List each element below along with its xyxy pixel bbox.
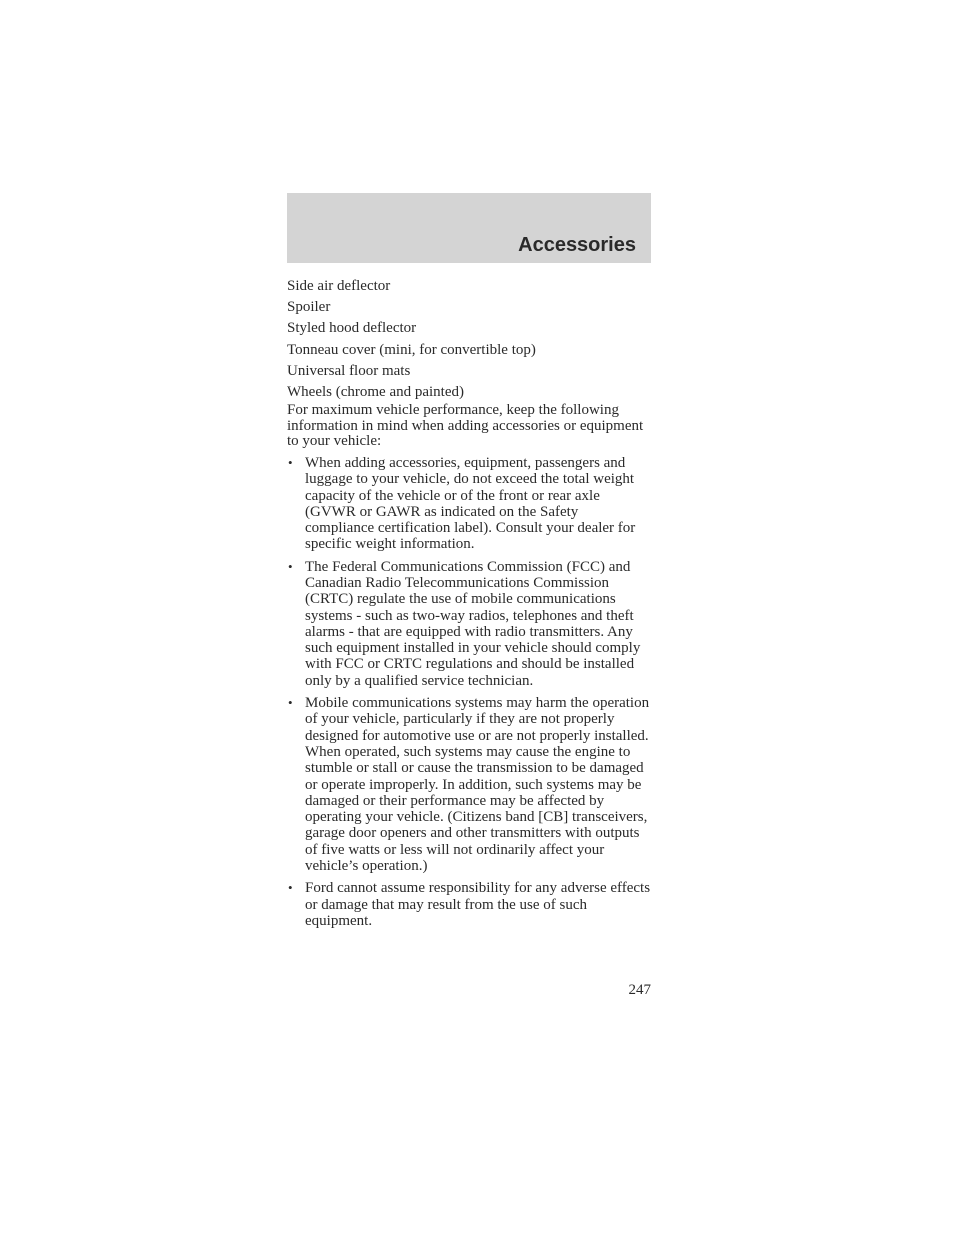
- accessory-item: Tonneau cover (mini, for convertible top): [287, 341, 536, 358]
- bullet-icon: •: [288, 880, 293, 896]
- accessory-list: [287, 276, 651, 403]
- bullet-item: [287, 559, 651, 689]
- bullet-text: When adding accessories, equipment, passengers and luggage to your vehicle, do not exceed the total weight capacity of the vehicle or of the front or rear axle (GVWR or GAWR as indicated on the Safety compliance certification label). Consult your dealer for specific weight information.: [305, 454, 636, 553]
- intro-paragraph: For maximum vehicle performance, keep the following information in mind when adding accessories or equipment to your vehicle:: [287, 402, 644, 450]
- section-title: Accessories: [518, 234, 636, 256]
- page-content: [287, 276, 651, 935]
- bullet-item: [287, 455, 651, 553]
- guidance-bullet-list: [287, 455, 651, 929]
- bullet-icon: •: [288, 558, 293, 574]
- bullet-item: [287, 695, 651, 874]
- accessory-item: Side air deflector: [287, 278, 391, 294]
- bullet-text: Ford cannot assume responsibility for any adverse effects or damage that may result from the use of such equipment.: [305, 880, 651, 929]
- bullet-text: Mobile communications systems may harm the operation of your vehicle, particularly if they are not properly designed for automotive use or are not properly installed. When operated, such systems may cause the engine to stumble or stall or cause the transmission to be damaged or operate improperly. In addition, such systems may be damaged or their performance may be affected by operating your vehicle. (Citizens band [CB] transceivers, garage door openers and other transmitters with outputs of five watts or less will not ordinarily affect your vehicle’s operation.): [305, 695, 650, 875]
- bullet-icon: •: [288, 695, 293, 711]
- bullet-item: [287, 880, 651, 929]
- bullet-text: The Federal Communications Commission (FCC) and Canadian Radio Telecommunications Commission (CRTC) regulate the use of mobile communications systems - such as two-way radios, telephones and theft alarms - that are equipped with radio transmitters. Any such equipment installed in your vehicle should comply with FCC or CRTC regulations and should be installed only by a qualified service technician.: [305, 558, 641, 689]
- section-header-band: [287, 193, 651, 263]
- bullet-icon: •: [288, 454, 293, 470]
- accessory-item: Universal floor mats: [287, 362, 411, 379]
- accessory-item: Spoiler: [287, 299, 331, 316]
- accessory-item: Wheels (chrome and painted): [287, 383, 465, 400]
- accessory-item: Styled hood deflector: [287, 320, 417, 337]
- page-number: 247: [628, 982, 651, 998]
